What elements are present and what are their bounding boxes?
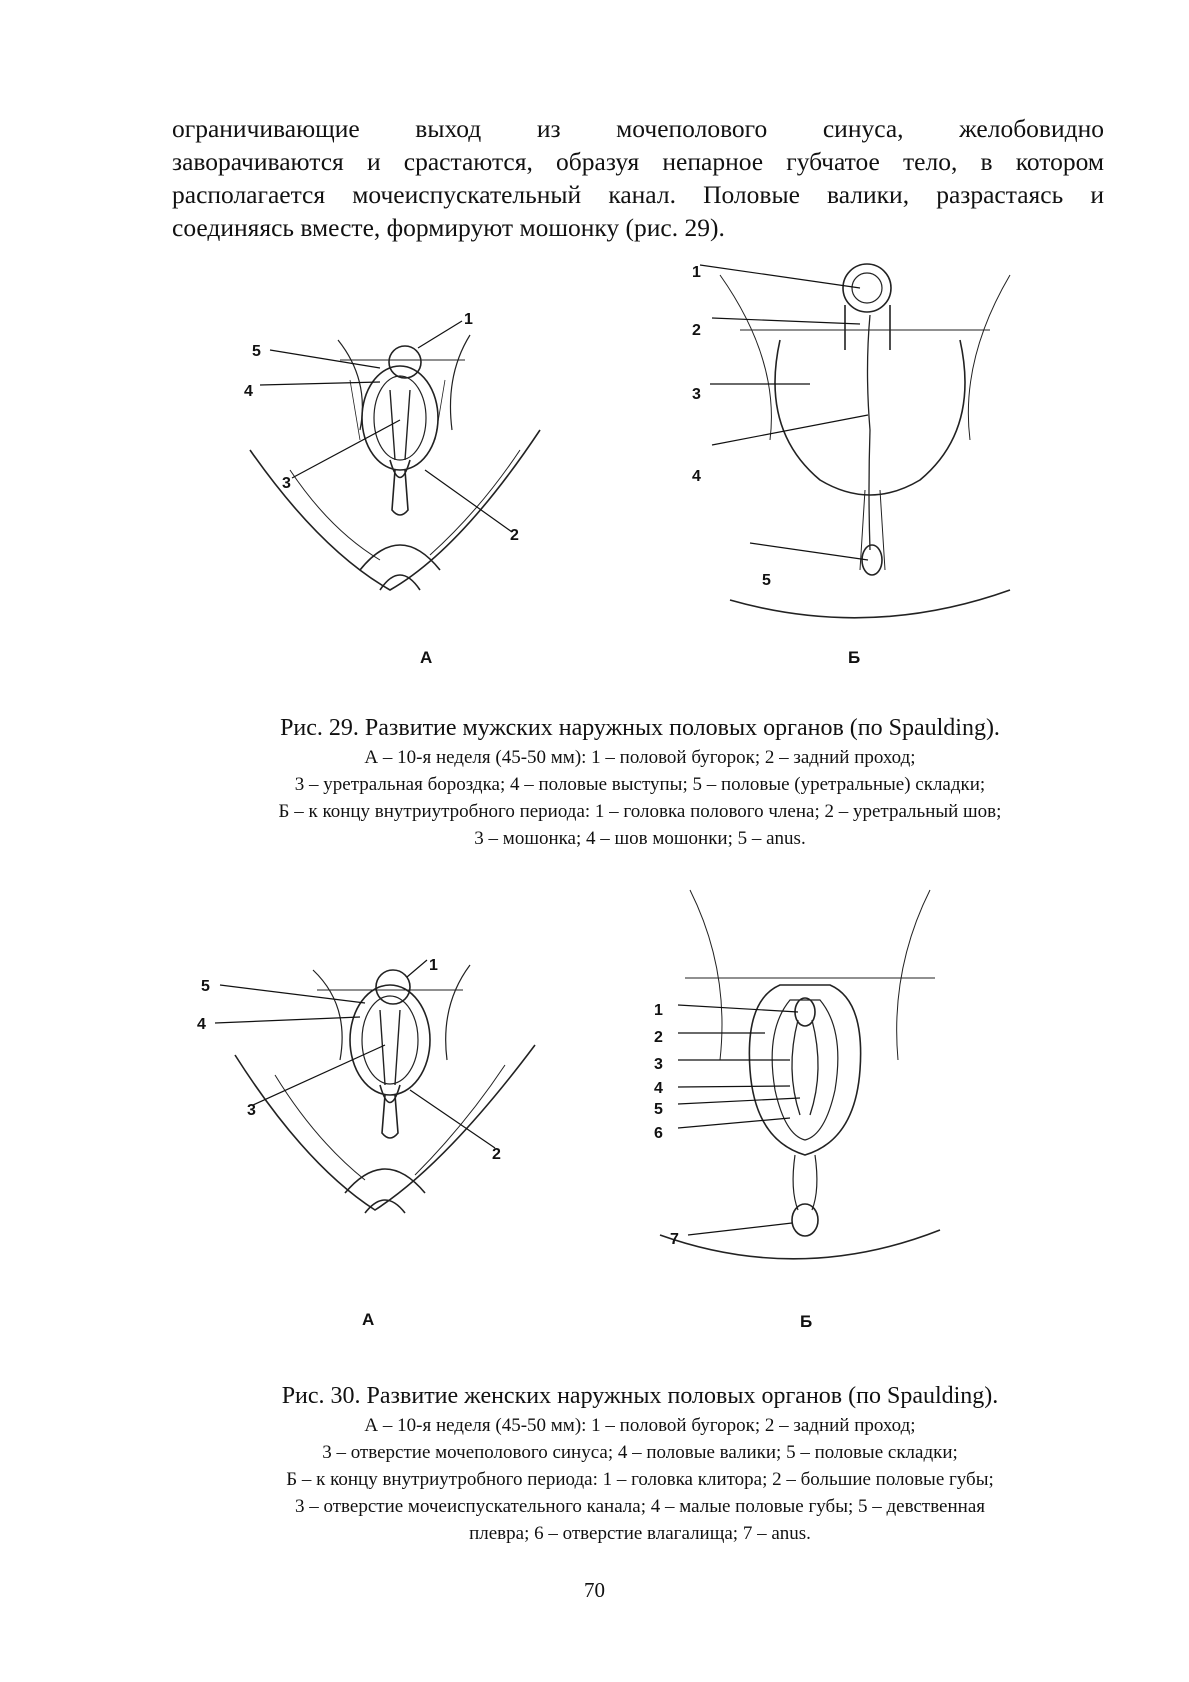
figure-29b-number-3: 3 xyxy=(692,386,701,403)
paragraph-line: соединяясь вместе, формируют мошонку (рис. 29). xyxy=(172,213,725,242)
figure-29a-illustration xyxy=(230,311,570,610)
figure-30-caption-line: Б – к концу внутриутробного периода: 1 – головка клитора; 2 – большие половые губы; xyxy=(286,1469,994,1490)
figure-30b-number-4: 4 xyxy=(654,1080,663,1097)
figure-30a-number-2: 2 xyxy=(492,1146,501,1163)
figure-29b-number-4: 4 xyxy=(692,468,701,485)
body-paragraph xyxy=(172,112,1104,244)
paragraph-line: располагается мочеиспускательный канал. Половые валики, разрастаясь и xyxy=(172,180,1104,209)
figure-29-caption-title: Рис. 29. Развитие мужских наружных половых органов (по Spaulding). xyxy=(280,715,1000,741)
figure-30b-number-2: 2 xyxy=(654,1029,663,1046)
figure-29-caption-line: 3 – уретральная бороздка; 4 – половые выступы; 5 – половые (уретральные) складки; xyxy=(294,774,986,795)
figure-30b-illustration xyxy=(640,890,960,1285)
figure-30a-number-4: 4 xyxy=(197,1016,206,1033)
figure-30-caption xyxy=(160,1380,1120,1547)
figure-30a-illustration xyxy=(195,965,555,1225)
figure-29-caption-line: 3 – мошонка; 4 – шов мошонки; 5 – anus. xyxy=(474,828,806,849)
figure-30b-number-7: 7 xyxy=(670,1231,679,1248)
figure-30-caption-line: 3 – отверстие мочеполового синуса; 4 – половые валики; 5 – половые складки; xyxy=(322,1442,958,1463)
paragraph-line: ограничивающие выход из мочеполового синуса, желобовидно xyxy=(172,114,1104,143)
figure-30b-number-5: 5 xyxy=(654,1101,663,1118)
figure-30-panel-a xyxy=(195,965,555,1225)
figure-30a-number-5: 5 xyxy=(201,978,210,995)
figure-29-caption-line: Б – к концу внутриутробного периода: 1 – головка полового члена; 2 – уретральный шов; xyxy=(278,801,1002,822)
figure-30-caption-line: плевра; 6 – отверстие влагалища; 7 – anus. xyxy=(469,1523,811,1544)
figure-29-panel-b-label: Б xyxy=(848,648,861,667)
figure-30a-number-3: 3 xyxy=(247,1102,256,1119)
figure-29a-number-1: 1 xyxy=(464,311,473,328)
figure-29a-number-2: 2 xyxy=(510,527,519,544)
figure-30-panel-b-label: Б xyxy=(800,1312,813,1331)
paragraph-line: заворачиваются и срастаются, образуя непарное губчатое тело, в котором xyxy=(172,147,1104,176)
figure-30-caption-line: А – 10-я неделя (45-50 мм): 1 – половой бугорок; 2 – задний проход; xyxy=(364,1415,916,1436)
figure-29b-number-2: 2 xyxy=(692,322,701,339)
figure-29-caption-line: А – 10-я неделя (45-50 мм): 1 – половой бугорок; 2 – задний проход; xyxy=(364,747,916,768)
figure-30b-number-1: 1 xyxy=(654,1002,663,1019)
figure-29a-number-3: 3 xyxy=(282,475,291,492)
figure-30b-number-6: 6 xyxy=(654,1125,663,1142)
figure-29b-number-column xyxy=(690,255,730,575)
figure-29b-number-5: 5 xyxy=(762,572,771,589)
figure-29b-number-1: 1 xyxy=(692,264,701,281)
figure-29-caption xyxy=(160,712,1120,852)
figure-30b-number-3: 3 xyxy=(654,1056,663,1073)
page-number: 70 xyxy=(584,1578,605,1602)
figure-30a-number-1-wrap xyxy=(425,952,455,978)
figure-29a-number-5: 5 xyxy=(252,343,261,360)
figure-30-caption-line: 3 – отверстие мочеиспускательного канала; 4 – малые половые губы; 5 – девственная xyxy=(295,1496,985,1517)
figure-30-panel-a-label: А xyxy=(362,1310,375,1329)
figure-29b-number-5-wrap xyxy=(760,565,790,595)
figure-29a-number-4: 4 xyxy=(244,383,253,400)
figure-30a-number-1: 1 xyxy=(429,957,438,974)
figure-30-panel-b xyxy=(640,890,960,1285)
figure-29-panel-a xyxy=(230,311,570,610)
figure-30-caption-title: Рис. 30. Развитие женских наружных половых органов (по Spaulding). xyxy=(281,1383,999,1409)
figure-29-panel-a-label: А xyxy=(420,648,433,667)
